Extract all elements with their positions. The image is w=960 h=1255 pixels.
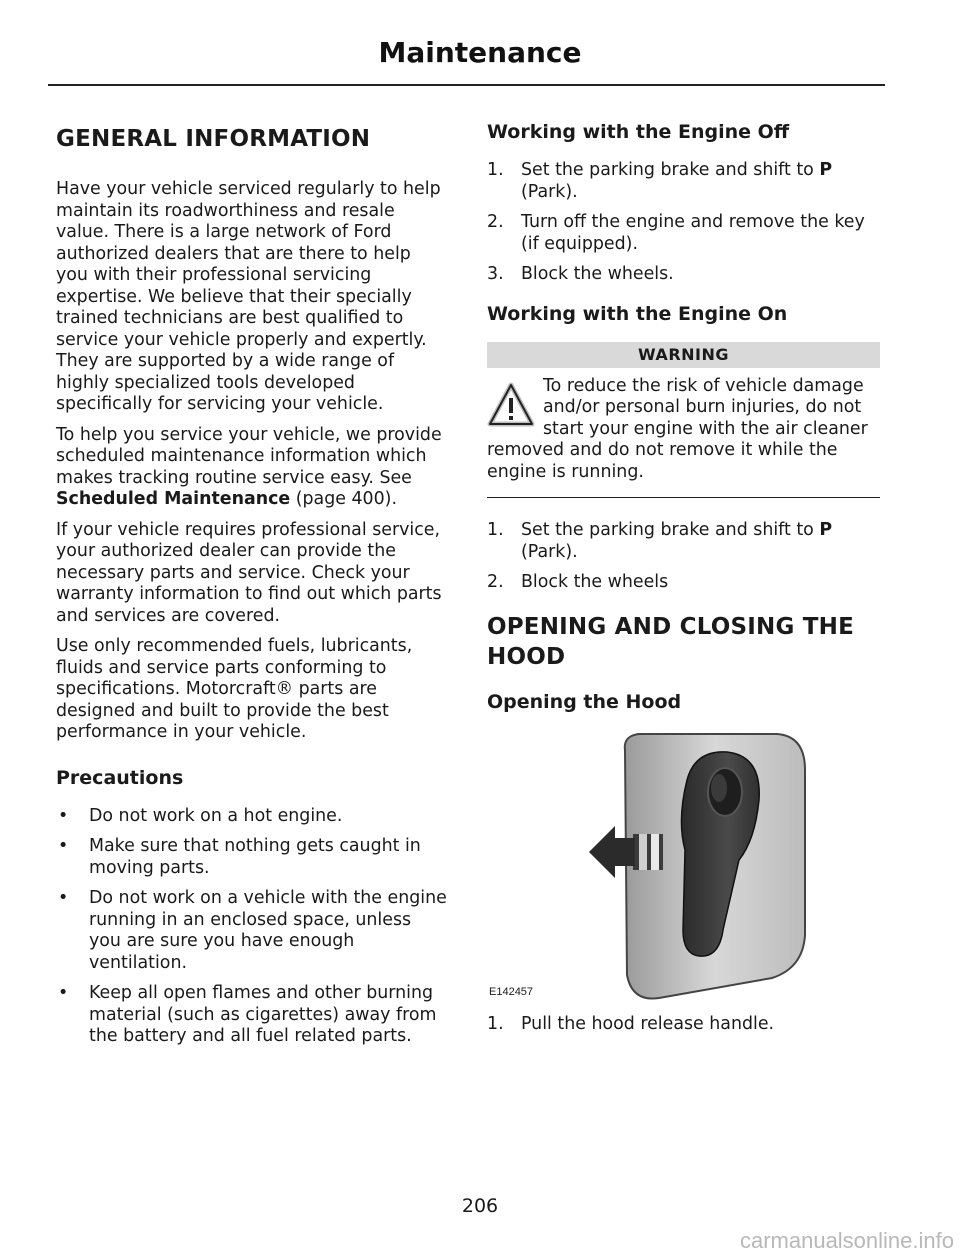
step-item	[487, 212, 880, 255]
scheduled-maintenance-link[interactable]: Scheduled Maintenance	[56, 489, 291, 509]
precaution-text: Do not work on a hot engine.	[89, 805, 343, 826]
step-item	[487, 520, 880, 563]
precautions-heading: Precautions	[56, 766, 184, 789]
left-column	[56, 120, 448, 1057]
precaution-item	[56, 888, 448, 974]
step-number: 1.	[487, 160, 504, 180]
step-number: 2.	[487, 212, 504, 232]
engine-on-heading: Working with the Engine On	[487, 302, 788, 325]
engine-on-steps	[487, 520, 880, 594]
opening-hood-heading: Opening the Hood	[487, 690, 682, 713]
hood-heading-line-2: HOOD	[487, 643, 566, 670]
para2-text-before: To help you service your vehicle, we provide scheduled maintenance information which makes tracking routine service easy. See	[56, 424, 442, 488]
opening-closing-hood-heading	[487, 612, 880, 672]
warning-divider	[487, 497, 880, 498]
step-number: 1.	[487, 1013, 504, 1034]
step-text: Pull the hood release handle.	[521, 1013, 775, 1034]
step-number: 2.	[487, 572, 504, 592]
page-header-title: Maintenance	[378, 36, 582, 69]
hood-release-figure	[487, 730, 880, 1010]
step-text: Block the wheels.	[521, 264, 674, 284]
opening-hood-steps	[487, 1014, 880, 1036]
precaution-text: Make sure that nothing gets caught in moving parts.	[89, 836, 421, 878]
step-number: 1.	[487, 520, 504, 540]
step-text: Set the parking brake and shift to	[521, 520, 820, 540]
precaution-item	[56, 983, 448, 1048]
paragraph-scheduled-maintenance	[56, 425, 448, 511]
page-number: 206	[461, 1195, 499, 1217]
step-number: 3.	[487, 264, 504, 284]
step-bold: P	[819, 520, 833, 540]
warning-text: To reduce the risk of vehicle damage and/or personal burn injuries, do not start your engine with the air cleaner removed and do not remove it while the engine is running.	[487, 375, 868, 482]
step-item	[487, 572, 880, 594]
engine-off-steps	[487, 160, 880, 286]
header-divider	[48, 84, 885, 86]
watermark-text: carmanualsonline.info	[739, 1228, 954, 1253]
figure-code-label: E142457	[489, 985, 534, 998]
right-column	[487, 120, 880, 1044]
paragraph-recommended-fuels: Use only recommended fuels, lubricants, fluids and service parts conforming to specifications. Motorcraft® parts are designed and built to provide the best performance in your vehicle.	[56, 636, 413, 742]
step-item	[487, 264, 880, 286]
precaution-text: Do not work on a vehicle with the engine running in an enclosed space, unless you are sure you have enough ventilation.	[89, 888, 447, 973]
bullet-mark: •	[58, 888, 69, 908]
step-text-after: (Park).	[521, 181, 578, 202]
warning-box	[487, 376, 880, 484]
precautions-list	[56, 806, 448, 1048]
precaution-item	[56, 836, 448, 879]
step-text-after: (Park).	[521, 541, 578, 562]
bullet-mark: •	[58, 836, 69, 856]
precaution-text: Keep all open flames and other burning material (such as cigarettes) away from the battery and all fuel related parts.	[89, 983, 437, 1046]
step-item	[487, 160, 880, 203]
hood-release-handle-illustration	[487, 730, 880, 1010]
bullet-mark: •	[58, 805, 69, 826]
step-bold: P	[819, 160, 833, 180]
engine-off-heading: Working with the Engine Off	[487, 121, 790, 143]
warning-triangle-icon	[487, 382, 535, 428]
general-information-heading: GENERAL INFORMATION	[56, 126, 371, 152]
hood-heading-line-1: OPENING AND CLOSING THE	[487, 613, 854, 640]
step-text: Turn off the engine and remove the key (if equipped).	[521, 212, 865, 254]
step-text: Block the wheels	[521, 572, 669, 592]
paragraph-professional-service: If your vehicle requires professional service, your authorized dealer can provide the necessary parts and service. Check your warranty information to find out which parts and services are covered.	[56, 519, 442, 626]
step-item	[487, 1014, 880, 1036]
precaution-item	[56, 806, 448, 828]
warning-label: WARNING	[487, 342, 880, 368]
step-text: Set the parking brake and shift to	[521, 160, 820, 180]
para2-text-after: (page 400).	[290, 489, 397, 509]
paragraph-service-regularly: Have your vehicle serviced regularly to help maintain its roadworthiness and resale value. There is a large network of Ford authorized dealers that are there to help you with their professional servicing expertise. We believe that their specially trained technicians are best qualified to service your vehicle properly and expertly. They are supported by a wide range of highly specialized tools developed specifically for servicing your vehicle.	[56, 179, 441, 414]
bullet-mark: •	[58, 983, 69, 1003]
